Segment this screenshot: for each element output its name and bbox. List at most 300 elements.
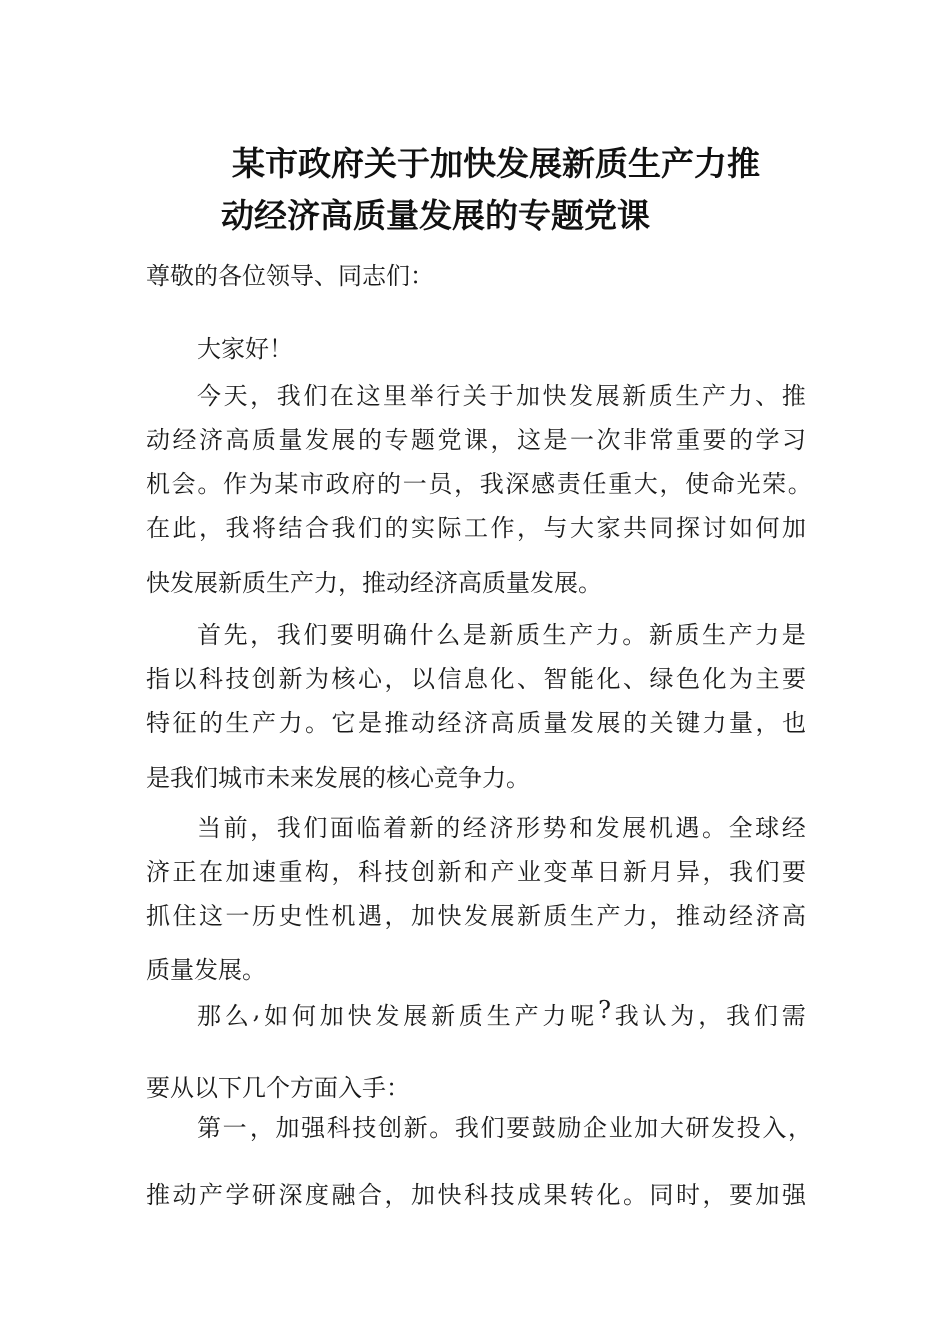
text-char: 作 (223, 470, 248, 498)
text-line (146, 464, 812, 499)
text-char: 实 (411, 514, 435, 542)
text-line (197, 808, 806, 843)
text-char: 重 (608, 470, 633, 498)
text-char: 新 (278, 665, 303, 693)
text-char: 质 (648, 382, 673, 410)
salutation: 尊敬的各位领导、同志们： (146, 262, 434, 290)
text-char: 大 (659, 1114, 684, 1142)
text-char: 天 (223, 382, 248, 410)
text-char: 质 (517, 709, 541, 737)
text-line: 快发展新质生产力，推动经济高质量发展。 (146, 569, 602, 597)
text-char: 们 (303, 621, 328, 649)
text-char: 何 (755, 514, 780, 542)
text-char: 生 (486, 1002, 511, 1030)
text-char: 力 (702, 709, 727, 737)
text-char: 济 (146, 858, 170, 886)
text-char: 政 (325, 470, 350, 498)
text-char: 前 (223, 814, 248, 842)
text-char: 着 (383, 814, 408, 842)
text-char: 创 (411, 858, 435, 886)
text-char: 生 (570, 902, 594, 930)
text-char: 、 (623, 665, 647, 693)
text-char: 研 (252, 1181, 276, 1209)
text-char: 在 (329, 382, 354, 410)
text-line (197, 615, 806, 650)
text-char: 化 (490, 665, 515, 693)
text-char: 以 (172, 665, 197, 693)
text-char: 强 (782, 1181, 806, 1209)
text-line (146, 896, 806, 931)
text-char: 研 (685, 1114, 710, 1142)
text-char: 党 (437, 426, 462, 454)
text-char: 快 (437, 902, 462, 930)
text-char: 们 (755, 858, 780, 886)
text-char: 。 (787, 470, 812, 498)
text-char: 于 (489, 382, 514, 410)
greeting: 大家好！ (197, 335, 293, 363)
text-char: 先 (223, 621, 248, 649)
text-char: 产 (728, 621, 753, 649)
text-char: 这 (356, 382, 381, 410)
text-char: 遇 (675, 814, 700, 842)
text-char: 荣 (762, 470, 787, 498)
text-char: 高 (225, 426, 250, 454)
text-char: 征 (172, 709, 197, 737)
text-char: 发 (375, 1002, 400, 1030)
text-char: 住 (172, 902, 197, 930)
text-char: 第 (197, 1114, 221, 1142)
text-char: 科 (358, 858, 382, 886)
text-char: 力 (595, 621, 620, 649)
text-char: 专 (384, 426, 409, 454)
text-char: 探 (676, 514, 700, 542)
document-title-line-1: 某市政府关于加快发展新质生产力推 (232, 144, 760, 183)
text-char: 的 (436, 814, 461, 842)
text-char: 成 (517, 1181, 541, 1209)
text-char: 核 (331, 665, 356, 693)
text-char: 加 (411, 1181, 435, 1209)
text-char: 速 (252, 858, 276, 886)
text-char: 如 (729, 514, 753, 542)
text-line (146, 1175, 806, 1210)
text-char: 融 (331, 1181, 356, 1209)
text-char: 新 (437, 858, 462, 886)
text-char: 正 (172, 858, 197, 886)
text-char: 么 (224, 1002, 249, 1030)
text-char: 指 (146, 665, 170, 693)
text-char: 励 (557, 1114, 582, 1142)
text-char: 加 (782, 514, 806, 542)
text-char: 信 (437, 665, 462, 693)
text-char: 为 (248, 470, 273, 498)
text-char: ? (598, 996, 611, 1024)
text-char: 科 (199, 665, 223, 693)
text-char: 任 (582, 470, 607, 498)
text-char: 它 (331, 709, 356, 737)
text-char: 我 (276, 621, 301, 649)
text-char: 济 (199, 426, 223, 454)
text-char: 们 (303, 382, 328, 410)
text-char: 的 (377, 470, 402, 498)
text-char: 发 (595, 814, 620, 842)
text-char: 经 (729, 902, 753, 930)
text-char: 大 (633, 470, 658, 498)
text-char: 心 (358, 665, 382, 693)
text-char: 量 (278, 426, 303, 454)
text-char: 、 (755, 382, 780, 410)
text-char: 发 (569, 382, 594, 410)
text-char: 抓 (146, 902, 170, 930)
text-char: 高 (782, 902, 806, 930)
text-char: 同 (649, 514, 674, 542)
text-char: 经 (172, 426, 197, 454)
text-char: ， (755, 709, 780, 737)
text-char: 力 (623, 902, 647, 930)
text-char: 学 (225, 1181, 250, 1209)
text-char: 我 (276, 382, 301, 410)
text-char: 明 (356, 621, 381, 649)
text-char: 加 (755, 1181, 780, 1209)
text-char: 我 (479, 470, 504, 498)
text-char: 举 (409, 382, 434, 410)
text-char: 要 (782, 665, 806, 693)
text-char: 企 (583, 1114, 607, 1142)
text-char: 特 (146, 709, 170, 737)
text-char: 为 (670, 1002, 695, 1030)
text-char: 、 (517, 665, 541, 693)
text-char: 感 (531, 470, 556, 498)
text-char: 的 (729, 426, 753, 454)
text-char: 的 (623, 709, 647, 737)
text-char: 们 (303, 814, 328, 842)
text-char: 的 (384, 514, 409, 542)
text-char: ， (384, 902, 409, 930)
text-char: 此 (172, 514, 197, 542)
text-char: ， (490, 426, 515, 454)
text-char: 高 (490, 709, 515, 737)
text-char: 动 (411, 709, 435, 737)
text-char: 性 (305, 902, 329, 930)
text-char: 展 (331, 426, 356, 454)
text-char: 化 (596, 1181, 621, 1209)
text-char: ， (384, 665, 409, 693)
text-char: 将 (252, 514, 276, 542)
text-char: 济 (755, 902, 780, 930)
text-char: 力 (755, 621, 780, 649)
text-char: 我 (276, 814, 301, 842)
text-char: ， (788, 1114, 812, 1142)
text-char: 快 (347, 1002, 372, 1030)
text-char: 的 (358, 426, 382, 454)
text-char: 为 (729, 665, 753, 693)
text-char: 和 (569, 814, 594, 842)
text-char: 革 (570, 858, 594, 886)
text-char: 要 (506, 1114, 531, 1142)
text-char: 推 (676, 902, 700, 930)
text-char: 合 (305, 514, 329, 542)
text-char: 命 (710, 470, 735, 498)
text-char: ， (250, 382, 275, 410)
text-char: 科 (464, 1181, 488, 1209)
text-char: ， (384, 1181, 409, 1209)
text-char: 是 (358, 709, 382, 737)
text-char: 加 (225, 858, 250, 886)
text-char: 形 (515, 814, 540, 842)
text-char: 创 (378, 1114, 402, 1142)
text-char: 以 (411, 665, 435, 693)
text-char: 快 (437, 1181, 462, 1209)
text-char: 绿 (649, 665, 674, 693)
text-char: 机 (146, 470, 170, 498)
text-char: 们 (753, 1002, 778, 1030)
text-char: 加 (411, 902, 435, 930)
text-char: 生 (542, 621, 567, 649)
text-line (197, 996, 806, 1031)
text-char: 大 (570, 514, 594, 542)
text-char: 展 (622, 814, 647, 842)
text-char: 技 (384, 858, 409, 886)
text-char: ， (249, 1114, 274, 1142)
text-char: 推 (384, 709, 409, 737)
text-char: 的 (199, 709, 223, 737)
text-char: 深 (505, 470, 530, 498)
text-char: 质 (543, 902, 568, 930)
text-char: 全 (728, 814, 753, 842)
text-char: 业 (517, 858, 541, 886)
text-char: 推 (146, 1181, 170, 1209)
text-char: 一 (222, 1114, 247, 1142)
text-char: 键 (676, 709, 700, 737)
text-char: 济 (464, 709, 488, 737)
text-char: 关 (649, 709, 674, 737)
text-char: 快 (542, 382, 567, 410)
text-char: 势 (542, 814, 567, 842)
text-char: 也 (782, 709, 806, 737)
text-char: , (252, 996, 261, 1024)
text-char: 们 (358, 514, 382, 542)
text-char: 发 (711, 1114, 736, 1142)
text-char: 责 (556, 470, 581, 498)
text-char: 力 (728, 382, 753, 410)
text-char: 。 (623, 1181, 647, 1209)
text-char: 重 (676, 426, 700, 454)
text-char: 新 (489, 621, 514, 649)
text-char: 业 (608, 1114, 633, 1142)
text-char: 构 (305, 858, 329, 886)
text-char: 作 (490, 514, 515, 542)
text-char: 临 (356, 814, 381, 842)
text-char: 新 (431, 1002, 456, 1030)
text-char: 果 (543, 1181, 568, 1209)
text-char: 确 (383, 621, 408, 649)
text-line: 要从以下几个方面入手： (146, 1074, 410, 1102)
text-char: 当 (197, 814, 221, 842)
text-char: 是 (543, 426, 568, 454)
text-char: 。 (305, 709, 329, 737)
text-char: 呢 (570, 1002, 595, 1030)
text-char: 使 (685, 470, 710, 498)
text-char: 强 (301, 1114, 326, 1142)
text-line (146, 703, 806, 738)
text-line (146, 852, 806, 887)
text-char: 。 (622, 621, 647, 649)
text-char: 在 (199, 858, 223, 886)
text-char: 展 (595, 382, 620, 410)
text-char: ， (659, 470, 684, 498)
text-char: 日 (596, 858, 621, 886)
text-char: 深 (278, 1181, 303, 1209)
text-char: 光 (736, 470, 761, 498)
text-char: 投 (736, 1114, 761, 1142)
text-char: 合 (358, 1181, 382, 1209)
text-char: 。 (701, 814, 726, 842)
text-char: 历 (252, 902, 276, 930)
text-char: ， (649, 902, 674, 930)
text-char: 史 (278, 902, 303, 930)
text-char: 新 (622, 382, 647, 410)
text-char: 工 (464, 514, 488, 542)
text-char: 质 (675, 621, 700, 649)
text-char: 这 (517, 426, 541, 454)
text-char: 某 (274, 470, 299, 498)
text-char: 鼓 (531, 1114, 556, 1142)
text-char: 如 (264, 1002, 289, 1030)
text-char: 科 (326, 1114, 351, 1142)
text-char: 质 (458, 1002, 483, 1030)
text-char: 发 (570, 709, 594, 737)
text-char: 新 (409, 814, 434, 842)
text-char: 要 (702, 426, 727, 454)
text-char: 经 (781, 814, 806, 842)
text-char: 行 (436, 382, 461, 410)
text-char: 入 (762, 1114, 787, 1142)
text-char: 是 (781, 621, 806, 649)
text-char: ， (454, 470, 479, 498)
text-char: 课 (464, 426, 488, 454)
text-char: 色 (676, 665, 700, 693)
text-char: 加 (634, 1114, 659, 1142)
text-char: 技 (352, 1114, 377, 1142)
text-char: 次 (596, 426, 621, 454)
text-char: 量 (729, 709, 753, 737)
text-char: 产 (569, 621, 594, 649)
text-line: 是我们城市未来发展的核心竞争力。 (146, 764, 530, 792)
text-char: 动 (172, 1181, 197, 1209)
text-char: 产 (199, 1181, 223, 1209)
text-char: 与 (543, 514, 568, 542)
text-line (146, 659, 806, 694)
text-char: 一 (570, 426, 594, 454)
text-char: 济 (489, 814, 514, 842)
text-char: 里 (383, 382, 408, 410)
text-char: 重 (278, 858, 303, 886)
text-char: 学 (755, 426, 780, 454)
text-char: 遇 (358, 902, 382, 930)
text-char: 府 (351, 470, 376, 498)
text-line (197, 376, 806, 411)
text-char: ， (199, 514, 223, 542)
text-char: 技 (225, 665, 250, 693)
text-char: 推 (781, 382, 806, 410)
text-char: 新 (623, 858, 647, 886)
text-char: 这 (199, 902, 223, 930)
text-char: 是 (462, 621, 487, 649)
text-char: 今 (197, 382, 221, 410)
text-char: 时 (676, 1181, 700, 1209)
text-char: 际 (437, 514, 462, 542)
text-char: 智 (543, 665, 568, 693)
document-title-line-2: 动经济高质量发展的专题党课 (221, 196, 650, 235)
text-char: 动 (146, 426, 170, 454)
text-char: 要 (329, 621, 354, 649)
text-char: 题 (411, 426, 435, 454)
text-char: ， (702, 858, 727, 886)
text-char: 么 (436, 621, 461, 649)
text-char: 我 (454, 1114, 479, 1142)
text-char: 需 (781, 1002, 806, 1030)
text-char: 变 (543, 858, 568, 886)
text-char: ， (250, 621, 275, 649)
text-char: 展 (490, 902, 515, 930)
text-char: 在 (146, 514, 170, 542)
text-char: 结 (278, 514, 303, 542)
text-char: 生 (225, 709, 250, 737)
text-char: 加 (319, 1002, 344, 1030)
text-char: 主 (755, 665, 780, 693)
text-char: 息 (464, 665, 488, 693)
text-char: 展 (403, 1002, 428, 1030)
text-char: ， (331, 858, 356, 886)
text-char: 常 (649, 426, 674, 454)
text-char: 产 (490, 858, 515, 886)
text-char: 非 (623, 426, 647, 454)
text-char: 化 (702, 665, 727, 693)
text-char: 同 (649, 1181, 674, 1209)
text-char: 要 (729, 1181, 753, 1209)
text-char: 什 (409, 621, 434, 649)
text-char: 经 (462, 814, 487, 842)
text-char: 那 (197, 1002, 221, 1030)
text-char: 们 (480, 1114, 505, 1142)
text-char: ， (517, 514, 541, 542)
text-char: 力 (278, 709, 303, 737)
text-char: 动 (702, 902, 727, 930)
text-char: 能 (570, 665, 594, 693)
text-char: 机 (648, 814, 673, 842)
text-char: 要 (782, 858, 806, 886)
text-char: 我 (729, 858, 753, 886)
text-char: 发 (305, 426, 329, 454)
text-char: 产 (701, 382, 726, 410)
text-char: 认 (642, 1002, 667, 1030)
text-char: 创 (252, 665, 276, 693)
text-char: 新 (517, 902, 541, 930)
text-char: 力 (542, 1002, 567, 1030)
text-char: ， (702, 1181, 727, 1209)
text-char: 我 (614, 1002, 639, 1030)
text-char: 关 (462, 382, 487, 410)
text-char: 技 (490, 1181, 515, 1209)
text-char: 生 (701, 621, 726, 649)
text-char: 质 (252, 426, 276, 454)
text-char: 机 (331, 902, 356, 930)
text-char: 经 (437, 709, 462, 737)
text-char: 产 (514, 1002, 539, 1030)
text-char: 和 (464, 858, 488, 886)
text-char: 展 (596, 709, 621, 737)
text-char: 度 (305, 1181, 329, 1209)
text-char: 月 (649, 858, 674, 886)
